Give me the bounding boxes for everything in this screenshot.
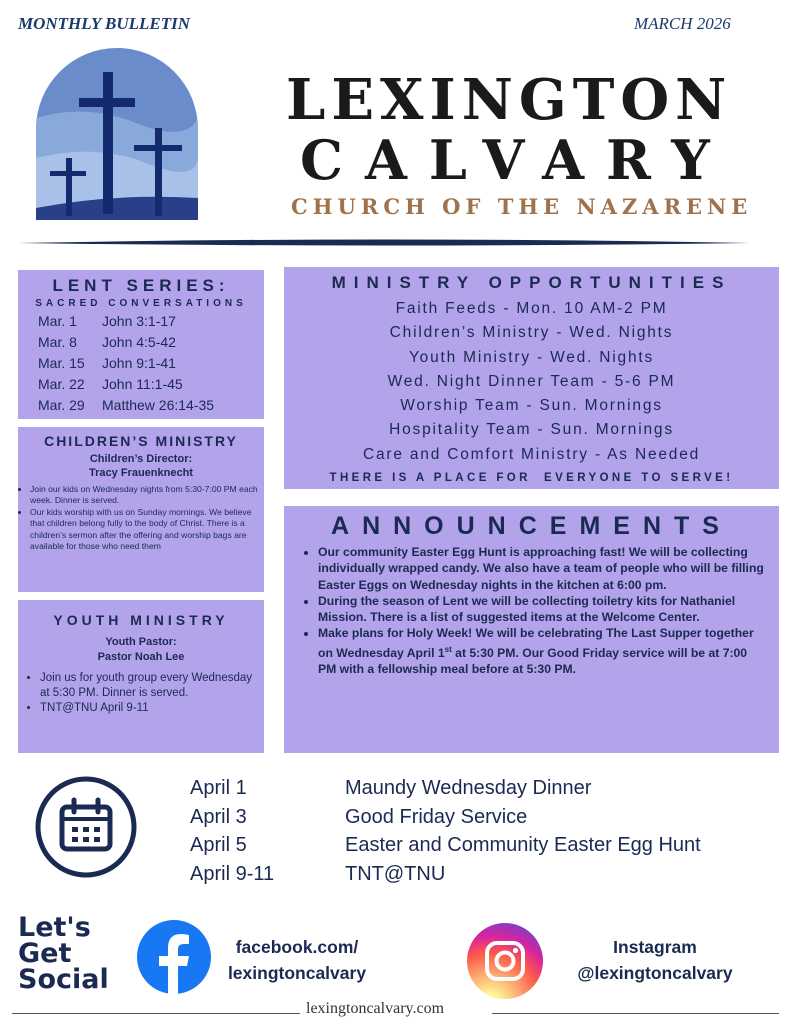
facebook-link[interactable]: facebook.com/ lexingtoncalvary: [227, 937, 367, 983]
list-item: Hospitality Team - Sun. Mornings: [389, 421, 674, 439]
childrens-director-name: Tracy Frauenknecht: [89, 467, 193, 479]
list-item: Wed. Night Dinner Team - 5-6 PM: [387, 372, 676, 390]
website-link[interactable]: lexingtoncalvary.com: [306, 1000, 445, 1017]
events-names: [345, 774, 701, 888]
event-date: April 9-11: [190, 862, 275, 885]
event-date: April 3: [190, 805, 247, 828]
list-item: Youth Ministry - Wed. Nights: [408, 348, 655, 366]
youth-ministry-box: [18, 600, 264, 753]
announcements-heading: ANNOUNCEMENTS: [331, 512, 732, 540]
event-name: Maundy Wednesday Dinner: [345, 777, 592, 799]
lent-schedule: [38, 311, 264, 416]
footer-line-right: [492, 1013, 779, 1014]
childrens-bullets: [18, 484, 264, 552]
calendar-icon: [34, 775, 138, 879]
list-item: • Our community Easter Egg Hunt is approaching fast! We will be collecting individually wrapped candy. We also have a team of people who will be filling Easter Eggs on Wednesday nights in the kitchen at 6:00 pm.: [318, 544, 765, 593]
crosses-logo-icon: [36, 48, 198, 220]
instagram-link[interactable]: Instagram @lexingtoncalvary: [577, 937, 733, 983]
facebook-icon[interactable]: [137, 920, 211, 994]
announcements-box: [284, 506, 779, 753]
ministry-list: [284, 297, 779, 467]
ministry-opportunities-box: [284, 267, 779, 489]
events-dates: [190, 774, 274, 888]
church-title-line2: CALVARY: [300, 128, 732, 192]
lent-row: Mar. 22 John 11:1-45: [38, 376, 183, 392]
ministry-heading: MINISTRY OPPORTUNITIES: [331, 273, 732, 292]
bulletin-label: MONTHLY BULLETIN: [18, 14, 191, 33]
list-item: • Our kids worship with us on Sunday mornings. We believe that children belong fully to the body of Christ. There is a children’s sermon after the offering and worship bags are available for those who need them: [30, 507, 260, 553]
list-item: Children’s Ministry - Wed. Nights: [389, 324, 674, 342]
lent-series-box: [18, 270, 264, 419]
list-item: • Make plans for Holy Week! We will be celebrating The Last Supper together on Wednesday April 1st at 5:30 PM. Our Good Friday service will be at 7:00 PM with a fellowship meal before at 5:30 PM.: [318, 625, 765, 677]
announcements-list: [284, 544, 779, 677]
event-date: April 5: [190, 834, 247, 856]
lent-row: Mar. 15 John 9:1-41: [38, 355, 176, 371]
lent-subheading: SACRED CONVERSATIONS: [35, 298, 247, 309]
list-item: • TNT@TNU April 9-11: [40, 701, 256, 716]
list-item: Faith Feeds - Mon. 10 AM-2 PM: [395, 300, 668, 317]
youth-bullets: [18, 671, 264, 716]
list-item: Care and Comfort Ministry - As Needed: [362, 445, 701, 463]
childrens-heading: CHILDREN’S MINISTRY: [44, 433, 238, 449]
event-name: Easter and Community Easter Egg Hunt: [345, 834, 701, 856]
event-name: Good Friday Service: [345, 805, 528, 828]
lent-heading: LENT SERIES:: [52, 276, 230, 295]
instagram-icon[interactable]: [466, 922, 544, 1000]
childrens-director-label: Children’s Director:: [89, 453, 193, 465]
event-date: April 1: [190, 777, 247, 799]
list-item: • During the season of Lent we will be collecting toiletry kits for Nathaniel Mission. There is a list of suggested items at the Welcome Center.: [318, 593, 765, 626]
list-item: Worship Team - Sun. Mornings: [400, 397, 663, 415]
lent-row: Mar. 8 John 4:5-42: [38, 334, 176, 350]
youth-heading: YOUTH MINISTRY: [53, 612, 229, 628]
youth-pastor-name: Pastor Noah Lee: [97, 651, 185, 663]
list-item: • Join us for youth group every Wednesday at 5:30 PM. Dinner is served.: [40, 671, 256, 701]
lent-row: Mar. 29 Matthew 26:14-35: [38, 397, 215, 413]
footer-line-left: [12, 1013, 300, 1014]
church-title-line1: LEXINGTON: [286, 67, 733, 133]
bulletin-date: MARCH 2026: [634, 14, 731, 33]
list-item: • Join our kids on Wednesday nights from 5:30-7:00 PM each week. Dinner is served.: [30, 484, 260, 507]
event-name: TNT@TNU: [345, 862, 446, 885]
church-subtitle: CHURCH OF THE NAZARENE: [291, 194, 753, 219]
header-divider: [18, 236, 750, 250]
ministry-footer: THERE IS A PLACE FOR EVERYONE TO SERVE!: [329, 472, 734, 485]
childrens-ministry-box: [18, 427, 264, 592]
youth-pastor-label: Youth Pastor:: [105, 636, 177, 648]
lets-get-social: Let's Get Social: [18, 912, 109, 995]
lent-row: Mar. 1 John 3:1-17: [38, 313, 176, 329]
